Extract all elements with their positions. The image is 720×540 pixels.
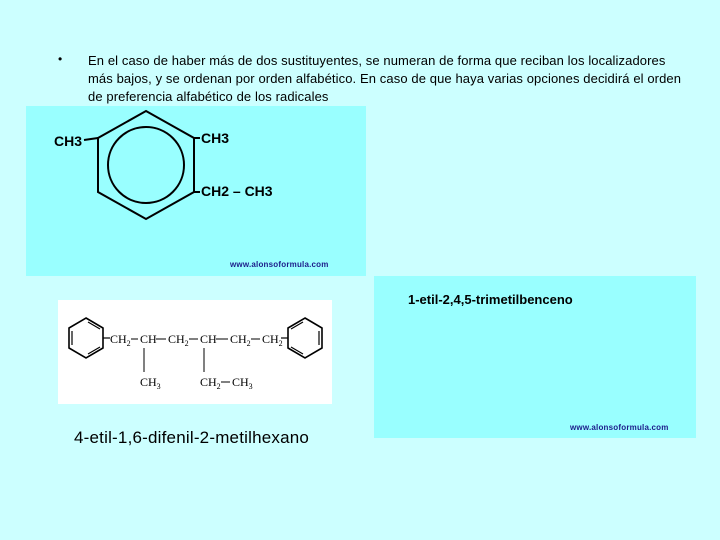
- phenyl-right: [281, 318, 322, 358]
- bullet-text: En el caso de haber más de dos sustituyentes, se numeran de forma que reciban los localizadores más bajos, y se ordenan por orden alfabético. En caso de que haya varias opciones decidirá el orden de preferencia alfabético de los radicales: [88, 53, 682, 104]
- branch-label: $CH_3$: [140, 375, 161, 391]
- watermark-1: www.alonsoformula.com: [230, 260, 329, 269]
- phenyl-left: [69, 318, 110, 358]
- bullet-symbol: •: [58, 52, 63, 66]
- chain-carbon-label: $CH_2$: [168, 332, 189, 348]
- chain-carbon-label: $CH_2$: [110, 332, 131, 348]
- carbon-chain: [110, 332, 283, 391]
- ethyl-group-label: CH2 – CH3: [201, 183, 273, 199]
- benzene-ring-1: [84, 111, 200, 219]
- chain-carbon-label: $CH_2$: [262, 332, 283, 348]
- chain-carbon-label: $CH_2$: [230, 332, 251, 348]
- watermark-2: www.alonsoformula.com: [570, 423, 669, 432]
- chain-carbon-label: CH: [200, 332, 217, 346]
- compound-name-2: 1-etil-2,4,5-trimetilbenceno: [408, 292, 573, 307]
- branch-label: $CH_2$: [200, 375, 221, 391]
- left-ch3-label: CH3: [54, 133, 83, 149]
- top-right-ch3-label: CH3: [201, 130, 230, 146]
- branch-label: $CH_3$: [232, 375, 253, 391]
- compound-name-1: 4-etil-1,6-difenil-2-metilhexano: [74, 428, 310, 447]
- chain-carbon-label: CH: [140, 332, 157, 346]
